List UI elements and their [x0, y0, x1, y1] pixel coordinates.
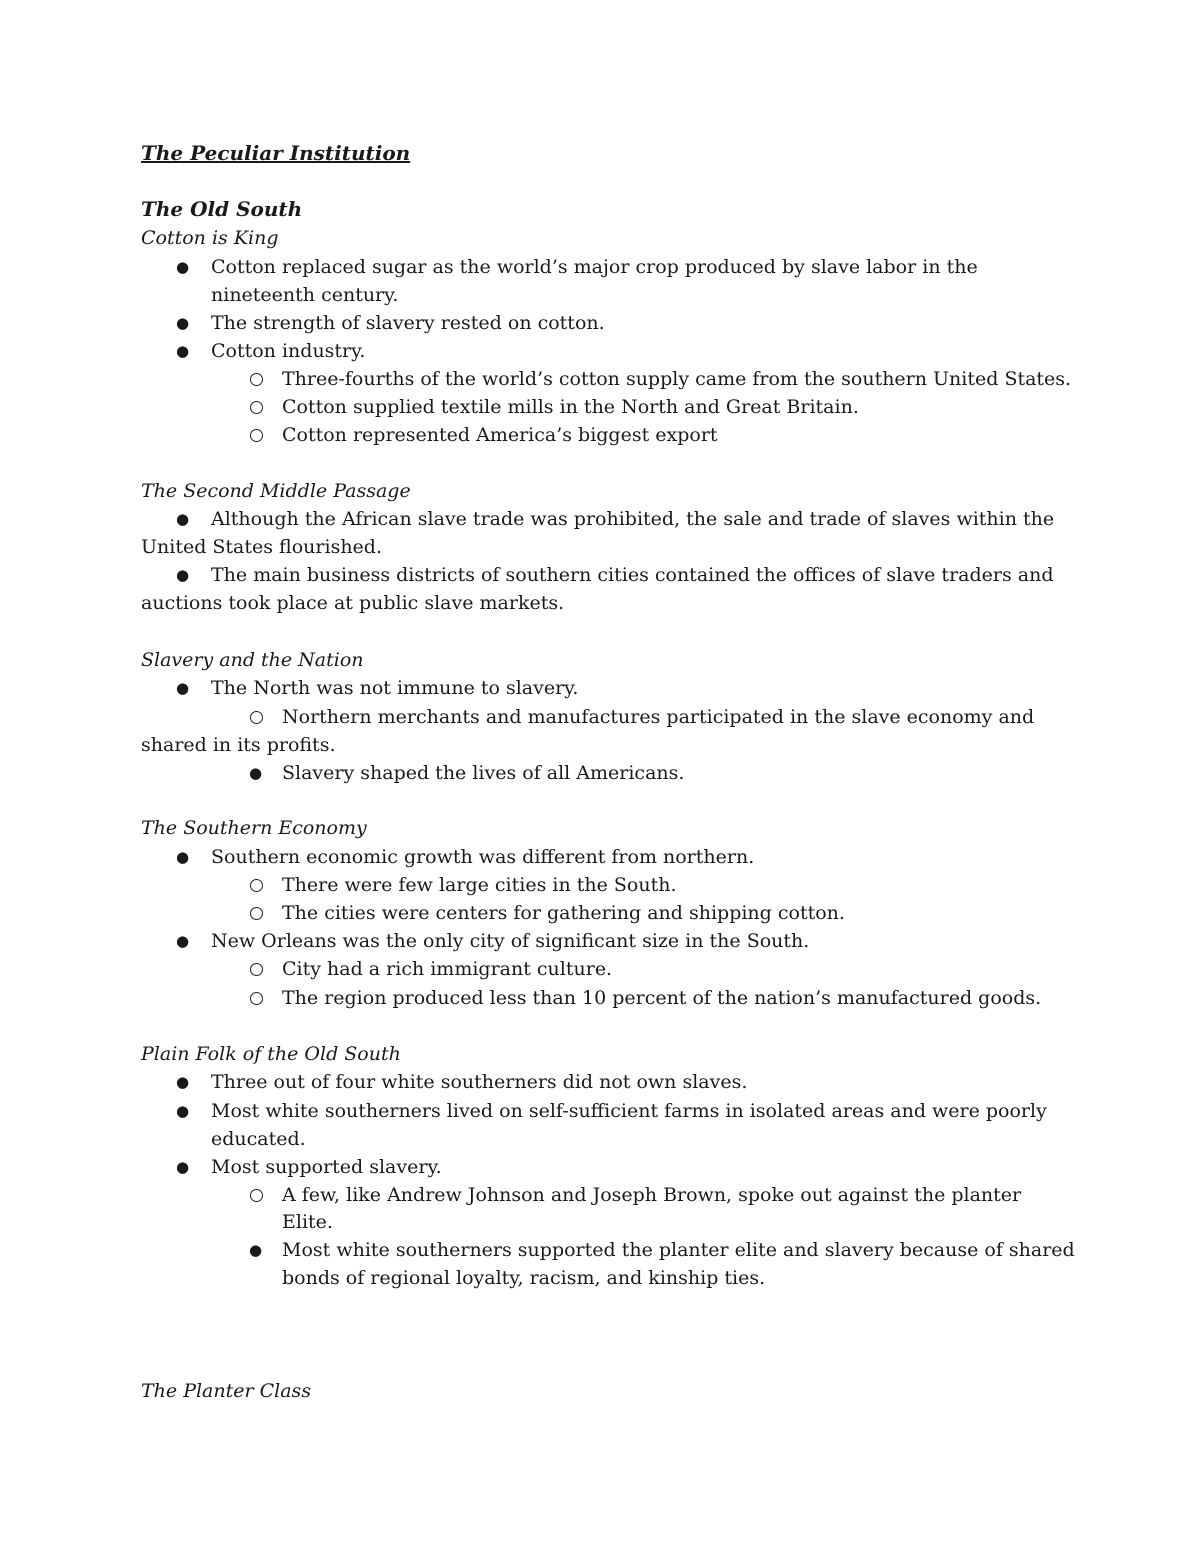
list-item: The North was not immune to slavery. — [211, 677, 579, 699]
list-subitem: The cities were centers for gathering and shipping cotton. — [282, 902, 845, 924]
document-title: The Peculiar Institution — [141, 141, 411, 165]
bullet-dot: ● — [176, 1158, 190, 1176]
bullet-dot: ● — [249, 1241, 263, 1259]
bullet-dot: ● — [176, 932, 190, 950]
subheading-economy: The Southern Economy — [141, 817, 367, 839]
bullet-circle — [250, 711, 263, 724]
bullet-circle — [250, 373, 263, 386]
bullet-dot: ● — [176, 510, 190, 528]
list-item: Southern economic growth was different from northern. — [211, 846, 755, 868]
list-item-continued: auctions took place at public slave markets. — [141, 592, 565, 614]
bullet-dot: ● — [176, 679, 190, 697]
bullet-dot: ● — [249, 764, 263, 782]
list-subitem: A few, like Andrew Johnson and Joseph Brown, spoke out against the planter — [282, 1184, 1022, 1206]
subheading-planter: The Planter Class — [141, 1380, 312, 1402]
list-item-continued: nineteenth century. — [211, 284, 399, 306]
list-item: Most white southerners lived on self-sufficient farms in isolated areas and were poorly — [211, 1100, 1047, 1122]
bullet-circle — [250, 401, 263, 414]
bullet-circle — [250, 429, 263, 442]
bullet-circle — [250, 1189, 263, 1202]
list-subitem: Three-fourths of the world’s cotton supply came from the southern United States. — [282, 368, 1072, 390]
bullet-dot: ● — [176, 1073, 190, 1091]
list-subitem: The region produced less than 10 percent of the nation’s manufactured goods. — [282, 987, 1042, 1009]
bullet-dot: ● — [176, 342, 190, 360]
list-item: Cotton industry. — [211, 340, 366, 362]
list-subitem: There were few large cities in the South. — [282, 874, 677, 896]
list-subitem: City had a rich immigrant culture. — [282, 958, 613, 980]
list-item: Cotton replaced sugar as the world’s major crop produced by slave labor in the — [211, 256, 978, 278]
list-subitem: Most white southerners supported the planter elite and slavery because of shared — [282, 1239, 1075, 1261]
list-item: Although the African slave trade was prohibited, the sale and trade of slaves within the — [211, 508, 1055, 530]
list-subitem-continued: bonds of regional loyalty, racism, and kinship ties. — [282, 1267, 766, 1289]
subheading-cotton: Cotton is King — [141, 227, 279, 249]
section-heading: The Old South — [141, 197, 303, 221]
list-item: Three out of four white southerners did not own slaves. — [211, 1071, 748, 1093]
subheading-nation: Slavery and the Nation — [141, 649, 364, 671]
list-subitem: Cotton supplied textile mills in the North and Great Britain. — [282, 396, 859, 418]
bullet-dot: ● — [176, 258, 190, 276]
bullet-circle — [250, 992, 263, 1005]
bullet-circle — [250, 879, 263, 892]
bullet-dot: ● — [176, 1102, 190, 1120]
list-item: Most supported slavery. — [211, 1156, 442, 1178]
bullet-dot: ● — [176, 314, 190, 332]
list-item: The main business districts of southern cities contained the offices of slave traders and — [211, 564, 1054, 586]
subheading-folk: Plain Folk of the Old South — [141, 1043, 401, 1065]
bullet-dot: ● — [176, 848, 190, 866]
list-subitem: Northern merchants and manufactures participated in the slave economy and — [282, 706, 1035, 728]
list-subitem-continued: Elite. — [282, 1211, 333, 1233]
list-subitem: Slavery shaped the lives of all Americans. — [282, 762, 685, 784]
list-item: The strength of slavery rested on cotton. — [211, 312, 605, 334]
list-subitem: Cotton represented America’s biggest export — [282, 424, 718, 446]
list-item: New Orleans was the only city of significant size in the South. — [211, 930, 810, 952]
list-item-continued: United States flourished. — [141, 536, 382, 558]
bullet-circle — [250, 963, 263, 976]
list-subitem-continued: shared in its profits. — [141, 734, 336, 756]
bullet-circle — [250, 907, 263, 920]
bullet-dot: ● — [176, 566, 190, 584]
list-item-continued: educated. — [211, 1128, 306, 1150]
subheading-passage: The Second Middle Passage — [141, 480, 411, 502]
